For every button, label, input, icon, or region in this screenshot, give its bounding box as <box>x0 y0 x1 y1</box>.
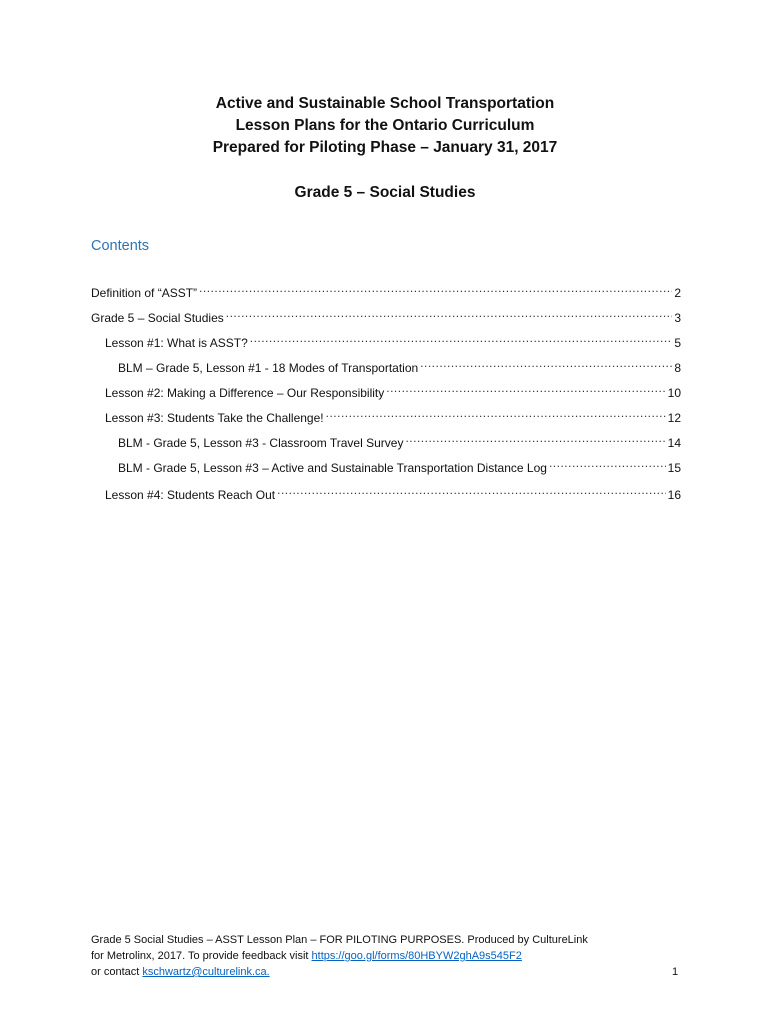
toc-leader <box>326 404 666 422</box>
footer-line-3 <box>91 964 691 980</box>
toc-entry-label: Lesson #4: Students Reach Out <box>105 488 276 502</box>
footer-line-1: Grade 5 Social Studies – ASST Lesson Plan – FOR PILOTING PURPOSES. Produced by CultureLink <box>91 934 588 946</box>
toc-entry-label: BLM – Grade 5, Lesson #1 - 18 Modes of Transportation <box>118 361 419 375</box>
toc-entry-page: 12 <box>667 411 681 425</box>
document-title <box>0 93 770 159</box>
footer-line-3-text: or contact <box>91 966 143 978</box>
toc-entry[interactable] <box>118 454 681 475</box>
toc-leader <box>420 354 672 372</box>
toc-entry[interactable] <box>105 379 681 400</box>
toc-entry-label: Lesson #2: Making a Difference – Our Responsibility <box>105 386 385 400</box>
footer-line-2-text: for Metrolinx, 2017. To provide feedback visit <box>91 950 312 962</box>
toc-entry[interactable] <box>105 481 681 502</box>
page-footer <box>91 932 691 980</box>
toc-entry-label: Lesson #3: Students Take the Challenge! <box>105 411 324 425</box>
toc-entry-label: Lesson #1: What is ASST? <box>105 336 248 350</box>
feedback-link[interactable]: https://goo.gl/forms/80HBYW2ghA9s545F2 <box>311 950 522 962</box>
toc-leader <box>386 379 665 397</box>
toc-entry-page: 10 <box>667 386 681 400</box>
title-line-3: Prepared for Piloting Phase – January 31, 2017 <box>212 139 558 156</box>
toc-leader <box>277 481 666 499</box>
toc-entry-label: Definition of “ASST” <box>91 286 198 300</box>
toc-entry-page: 2 <box>674 286 681 300</box>
toc-entry-page: 16 <box>667 488 681 502</box>
toc-entry-page: 8 <box>674 361 681 375</box>
toc-entry-page: 5 <box>674 336 681 350</box>
toc-leader <box>250 329 673 347</box>
toc-entry-label: BLM - Grade 5, Lesson #3 - Classroom Travel Survey <box>118 436 404 450</box>
title-line-1: Active and Sustainable School Transportation <box>215 95 555 112</box>
toc-entry[interactable] <box>91 304 681 325</box>
toc-entry[interactable] <box>105 404 681 425</box>
toc-entry[interactable] <box>105 329 681 350</box>
toc-entry-label: Grade 5 – Social Studies <box>91 311 224 325</box>
toc-entry[interactable] <box>118 429 681 450</box>
contact-email-link[interactable]: kschwartz@culturelink.ca. <box>142 966 270 978</box>
footer-line-2 <box>91 948 691 964</box>
title-line-2: Lesson Plans for the Ontario Curriculum <box>235 117 535 134</box>
contents-heading: Contents <box>91 238 150 254</box>
toc-entry-page: 15 <box>667 461 681 475</box>
toc-leader <box>405 429 665 447</box>
toc-entry-label: BLM - Grade 5, Lesson #3 – Active and Sustainable Transportation Distance Log <box>118 461 547 475</box>
toc-entry[interactable] <box>118 354 681 375</box>
toc-leader <box>549 454 666 472</box>
toc-leader <box>199 279 672 297</box>
toc-entry-page: 14 <box>667 436 681 450</box>
toc-entry[interactable] <box>91 279 681 300</box>
toc-leader <box>226 304 673 322</box>
toc-entry-page: 3 <box>674 311 681 325</box>
page-number: 1 <box>672 966 679 978</box>
document-subtitle: Grade 5 – Social Studies <box>294 184 476 201</box>
